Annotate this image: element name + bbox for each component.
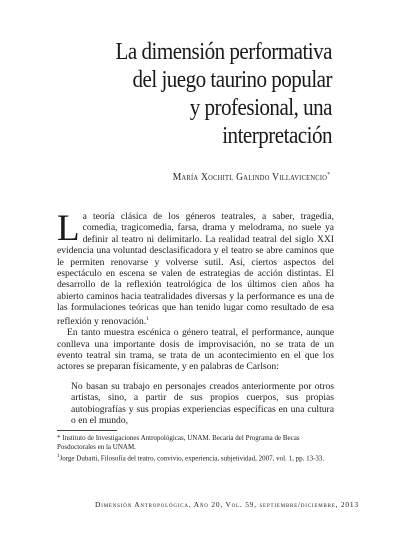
article-title (74, 38, 332, 150)
footnote (57, 452, 334, 463)
author-footnote-marker: * (326, 172, 330, 178)
title-line: y profesional, una (189, 94, 332, 121)
quote-text: No basan su trabajo en personajes creados anteriormente por otros artistas, sino, a partir de sus propios cuerpos, sus propias autobiografías y sus propias experiencias específicas en una cultura o en el mundo, (71, 381, 334, 427)
footnote-marker: 1 (57, 454, 60, 459)
footnote-divider (57, 430, 117, 431)
paragraph-text: a teoría clásica de los géneros teatrales, a saber, tragedia, comedia, tragicomedia, farsa, drama y melodrama, no suele ya definir al teatro ni delimitarlo. La realidad teatral del siglo XXI evidencia una voluntad desclasificadora y el teatro se abre caminos que le permiten renovarse y volverse sutil. Así, ciertos aspectos del espectáculo en escena se valen de estrategias de acción distintas. El desarrollo de la reflexión teatrológica de los últimos cien años ha abierto caminos hacia teatralidades diversas y la performance es una de las formulaciones teóricas que han tenido lugar como resultado de esa reflexión y renovación. (57, 211, 334, 327)
footnote-text: Jorge Dubatti, Filosofía del teatro, convivio, experiencia, subjetividad, 2007, vol. 1, pp. 13-33. (59, 454, 325, 463)
paragraph: En tanto muestra escénica o género teatral, el performance, aunque conlleva una importante dosis de improvisación, no se trata de un evento teatral sin trama, se trata de un acontecimiento en el que los actores se preparan físicamente, y en palabras de Carlson: (57, 327, 334, 373)
footnote-ref: 1 (146, 315, 149, 322)
article-body (57, 208, 334, 373)
block-quote (71, 381, 334, 427)
running-footer: Dimensión Antropológica, Año 20, Vol. 59, septiembre/diciembre, 2013 (95, 500, 359, 509)
footnotes (57, 434, 334, 463)
paragraph (57, 208, 334, 327)
title-line: del juego taurino popular (132, 66, 332, 93)
author-name: María Xochitl Galindo Villavicencio (172, 172, 327, 183)
title-line: interpretación (222, 122, 332, 149)
drop-cap: L (57, 208, 80, 249)
title-line: La dimensión performativa (115, 38, 332, 65)
author-byline (172, 172, 330, 183)
footnote: * Instituto de Investigaciones Antropológicas, UNAM. Becaria del Programa de Becas Posdoctorales en la UNAM. (57, 434, 300, 451)
